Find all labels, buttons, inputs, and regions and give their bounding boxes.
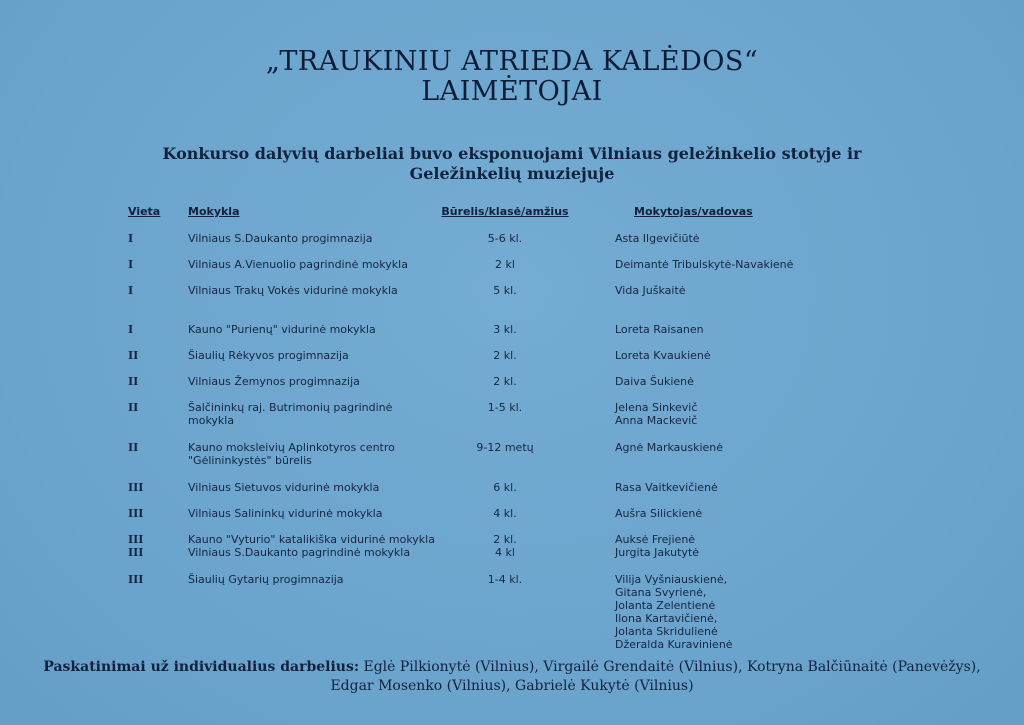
row-school: Vilniaus Žemynos progimnazija xyxy=(188,375,360,388)
row-place: I xyxy=(128,284,134,297)
row-class: 2 kl. xyxy=(493,349,517,362)
row-place: III III xyxy=(128,533,144,559)
row-teacher: Loreta Kvaukienė xyxy=(615,349,711,362)
row-class: 9-12 metų xyxy=(476,441,534,454)
row-teacher: Asta Ilgevičiūtė xyxy=(615,232,700,245)
row-place: II xyxy=(128,401,139,414)
row-teacher: Deimantė Tribulskytė-Navakienė xyxy=(615,258,794,271)
row-school: Vilniaus Sietuvos vidurinė mokykla xyxy=(188,481,380,494)
header-school: Mokykla xyxy=(188,205,240,218)
row-class: 5-6 kl. xyxy=(487,232,523,245)
row-teacher: Agnė Markauskienė xyxy=(615,441,724,454)
footer-label: Paskatinimai už individualius darbelius: xyxy=(43,659,360,675)
row-place: II xyxy=(128,349,139,362)
row-class: 4 kl. xyxy=(493,507,517,520)
row-school: Šiaulių Gytarių progimnazija xyxy=(188,573,344,586)
row-school: Kauno "Purienų" vidurinė mokykla xyxy=(188,323,376,336)
row-class: 5 kl. xyxy=(493,284,517,297)
row-teacher: Jelena Sinkevič Anna Mackevič xyxy=(615,401,698,427)
row-class: 1-5 kl. xyxy=(487,401,523,414)
row-place: III xyxy=(128,573,144,586)
footer-text: Eglė Pilkionytė (Vilnius), Virgailė Grendaitė (Vilnius), Kotryna Balčiūnaitė (Panevėžys), Edgar Mosenko (Vilnius), Gabrielė Kukytė (Vilnius) xyxy=(330,659,981,694)
footer-encouragement xyxy=(40,658,984,696)
row-class: 2 kl. 4 kl xyxy=(493,533,517,559)
row-class: 3 kl. xyxy=(493,323,517,336)
row-place: I xyxy=(128,258,134,271)
row-teacher: Rasa Vaitkevičienė xyxy=(615,481,718,494)
header-place: Vieta xyxy=(128,205,161,218)
row-school: Šiaulių Rėkyvos progimnazija xyxy=(188,349,349,362)
row-class: 2 kl. xyxy=(493,375,517,388)
row-teacher: Auksė Frejienė Jurgita Jakutytė xyxy=(615,533,700,559)
row-teacher: Vilija Vyšniauskienė, Gitana Svyrienė, Jolanta Zelentienė Ilona Kartavičienė, Jolanta Skridulienė Džeralda Kuravinienė xyxy=(615,573,733,651)
row-teacher: Loreta Raisanen xyxy=(615,323,704,336)
document-title: „TRAUKINIU ATRIEDA KALĖDOS“ xyxy=(265,46,759,77)
row-class: 6 kl. xyxy=(493,481,517,494)
intro-text: Konkurso dalyvių darbeliai buvo eksponuojami Vilniaus geležinkelio stotyje ir Geležinkelių muziejuje xyxy=(162,144,862,183)
row-school: Kauno "Vyturio" katalikiška vidurinė mokykla Vilniaus S.Daukanto pagrindinė mokykla xyxy=(188,533,435,559)
document-subtitle: LAIMĖTOJAI xyxy=(421,76,603,107)
row-place: III xyxy=(128,507,144,520)
row-teacher: Vida Juškaitė xyxy=(615,284,686,297)
header-teacher: Mokytojas/vadovas xyxy=(634,205,753,218)
row-teacher: Daiva Šukienė xyxy=(615,375,694,388)
row-place: I xyxy=(128,323,134,336)
row-place: I xyxy=(128,232,134,245)
row-class: 2 kl xyxy=(495,258,515,271)
row-teacher: Aušra Silickienė xyxy=(615,507,703,520)
row-school: Vilniaus Salininkų vidurinė mokykla xyxy=(188,507,383,520)
row-place: III xyxy=(128,481,144,494)
row-place: II xyxy=(128,375,139,388)
row-school: Kauno moksleivių Aplinkotyros centro "Gėlininkystės" būrelis xyxy=(188,441,395,467)
row-school: Vilniaus A.Vienuolio pagrindinė mokykla xyxy=(188,258,408,271)
row-class: 1-4 kl. xyxy=(487,573,523,586)
row-school: Vilniaus Trakų Vokės vidurinė mokykla xyxy=(188,284,398,297)
header-class: Būrelis/klasė/amžius xyxy=(441,205,569,218)
row-school: Šalčininkų raj. Butrimonių pagrindinė mokykla xyxy=(188,401,393,427)
row-school: Vilniaus S.Daukanto progimnazija xyxy=(188,232,373,245)
row-place: II xyxy=(128,441,139,454)
